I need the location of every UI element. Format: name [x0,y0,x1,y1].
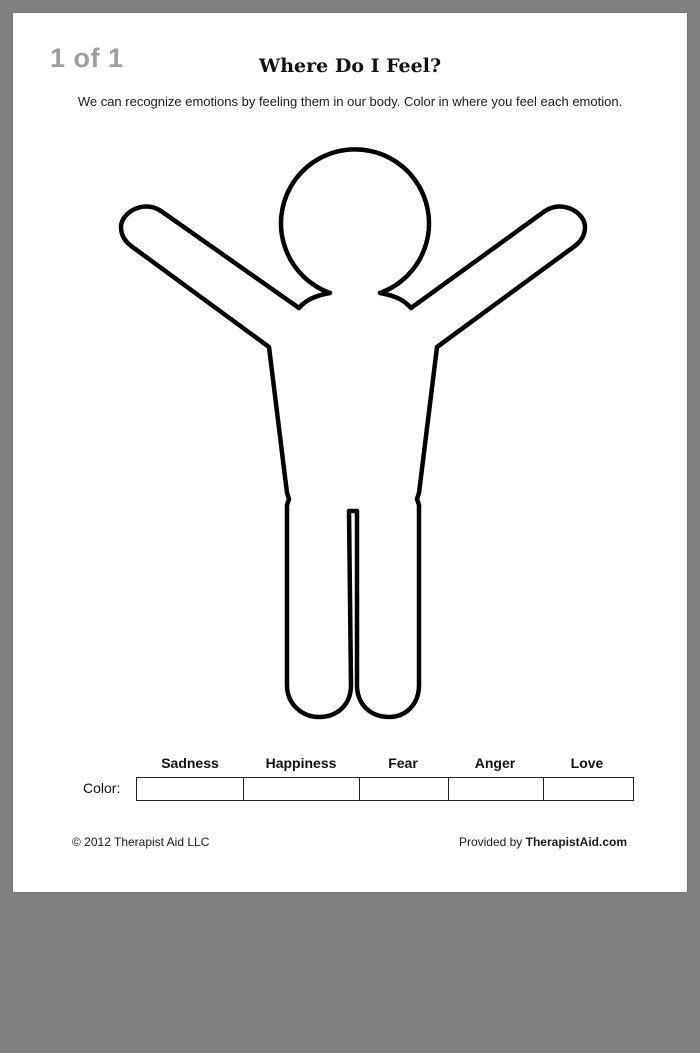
color-row-label: Color: [83,780,121,796]
color-cell-happiness[interactable] [244,778,360,800]
color-swatch-row [136,777,634,801]
provided-by-brand: TherapistAid.com [525,835,627,849]
emotion-header-happiness: Happiness [265,755,337,771]
page-indicator: 1 of 1 [50,43,124,73]
worksheet-page [13,13,687,892]
copyright-text: © 2012 Therapist Aid LLC [72,835,210,849]
provided-by-text [459,835,627,849]
color-cell-fear[interactable] [360,778,449,800]
color-cell-anger[interactable] [449,778,544,800]
page-title: Where Do I Feel? [258,55,442,77]
color-cell-love[interactable] [544,778,633,800]
emotion-header-fear: Fear [388,755,418,771]
emotion-header-sadness: Sadness [161,755,219,771]
emotion-header-anger: Anger [474,755,516,771]
color-cell-sadness[interactable] [137,778,244,800]
emotion-header-love: Love [570,755,604,771]
instructions-text: We can recognize emotions by feeling them in our body. Color in where you feel each emotion. [77,94,623,109]
body-outline-figure[interactable] [13,13,687,733]
head-outline [281,149,429,307]
provided-by-prefix: Provided by [458,835,526,849]
